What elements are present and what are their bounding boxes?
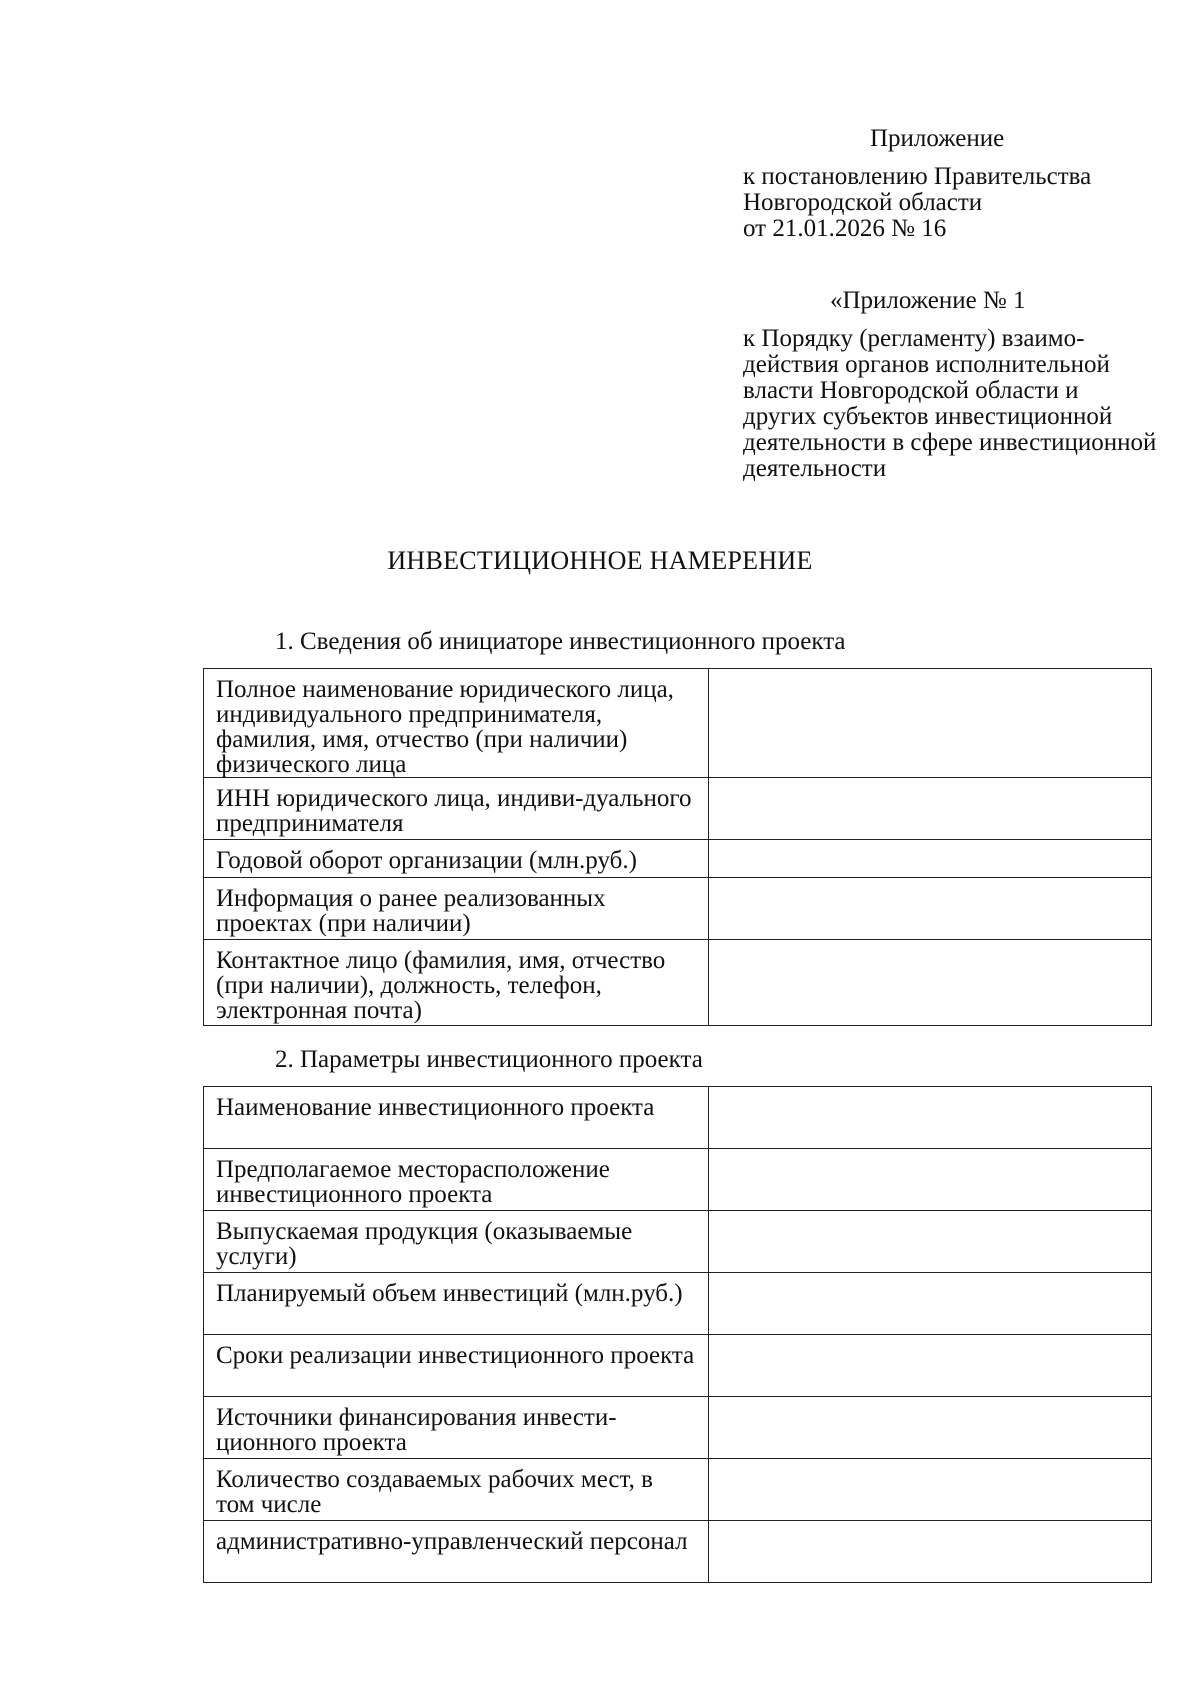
appendix2-line: власти Новгородской области и (743, 377, 1079, 404)
row-label: Выпускаемая продукция (оказываемые услуги) (204, 1211, 709, 1273)
row-value-field[interactable] (709, 878, 1152, 940)
section2-table (203, 1086, 1152, 1583)
row-label: Планируемый объем инвестиций (млн.руб.) (204, 1273, 709, 1335)
row-value-field[interactable] (709, 778, 1152, 840)
row-label: Сроки реализации инвестиционного проекта (204, 1335, 709, 1397)
row-value-field[interactable] (709, 1273, 1152, 1335)
row-label: ИНН юридического лица, индиви-дуального предпринимателя (204, 778, 709, 840)
row-value-field[interactable] (709, 1087, 1152, 1149)
row-value-field[interactable] (709, 1211, 1152, 1273)
row-label: Годовой оборот организации (млн.руб.) (204, 840, 709, 878)
table-row (204, 1149, 1152, 1211)
row-value-field[interactable] (709, 940, 1152, 1026)
row-label: Контактное лицо (фамилия, имя, отчество (при наличии), должность, телефон, электронная почта) (204, 940, 709, 1026)
row-value-field[interactable] (709, 669, 1152, 778)
appendix-title: Приложение (870, 125, 1005, 152)
row-label: Информация о ранее реализованных проектах (при наличии) (204, 878, 709, 940)
appendix-line: к постановлению Правительства (743, 163, 1092, 190)
appendix-line: Новгородской области (743, 189, 983, 216)
appendix2-title: «Приложение № 1 (830, 287, 1026, 314)
appendix-line: от 21.01.2026 № 16 (743, 215, 947, 242)
appendix2-line: к Порядку (регламенту) взаимо- (743, 325, 1085, 352)
row-label: Наименование инвестиционного проекта (204, 1087, 709, 1149)
row-label: Источники финансирования инвести-ционного проекта (204, 1397, 709, 1459)
table-row (204, 940, 1152, 1026)
row-value-field[interactable] (709, 840, 1152, 878)
table-row (204, 1459, 1152, 1521)
appendix2-line: деятельности в сфере инвестиционной (743, 429, 1157, 456)
document-title: ИНВЕСТИЦИОННОЕ НАМЕРЕНИЕ (387, 546, 813, 575)
table-row (204, 840, 1152, 878)
appendix2-line: других субъектов инвестиционной (743, 403, 1113, 430)
table-row (204, 1521, 1152, 1583)
row-value-field[interactable] (709, 1149, 1152, 1211)
table-row (204, 878, 1152, 940)
appendix2-line: действия органов исполнительной (743, 351, 1110, 378)
table-row (204, 669, 1152, 778)
row-value-field[interactable] (709, 1397, 1152, 1459)
table-row (204, 1273, 1152, 1335)
table-row (204, 1211, 1152, 1273)
appendix2-line: деятельности (743, 455, 887, 482)
table-row (204, 778, 1152, 840)
section1-title: 1. Сведения об инициаторе инвестиционного проекта (275, 628, 846, 655)
row-label: административно-управленческий персонал (204, 1521, 709, 1583)
section2-title: 2. Параметры инвестиционного проекта (275, 1046, 703, 1073)
row-label: Количество создаваемых рабочих мест, в том числе (204, 1459, 709, 1521)
table-row (204, 1087, 1152, 1149)
row-label: Предполагаемое месторасположение инвестиционного проекта (204, 1149, 709, 1211)
row-value-field[interactable] (709, 1521, 1152, 1583)
table-row (204, 1397, 1152, 1459)
table-row (204, 1335, 1152, 1397)
row-value-field[interactable] (709, 1335, 1152, 1397)
row-value-field[interactable] (709, 1459, 1152, 1521)
section1-table (203, 668, 1152, 1026)
row-label: Полное наименование юридического лица, индивидуального предпринимателя, фамилия, имя, отчество (при наличии) физического лица (204, 669, 709, 778)
